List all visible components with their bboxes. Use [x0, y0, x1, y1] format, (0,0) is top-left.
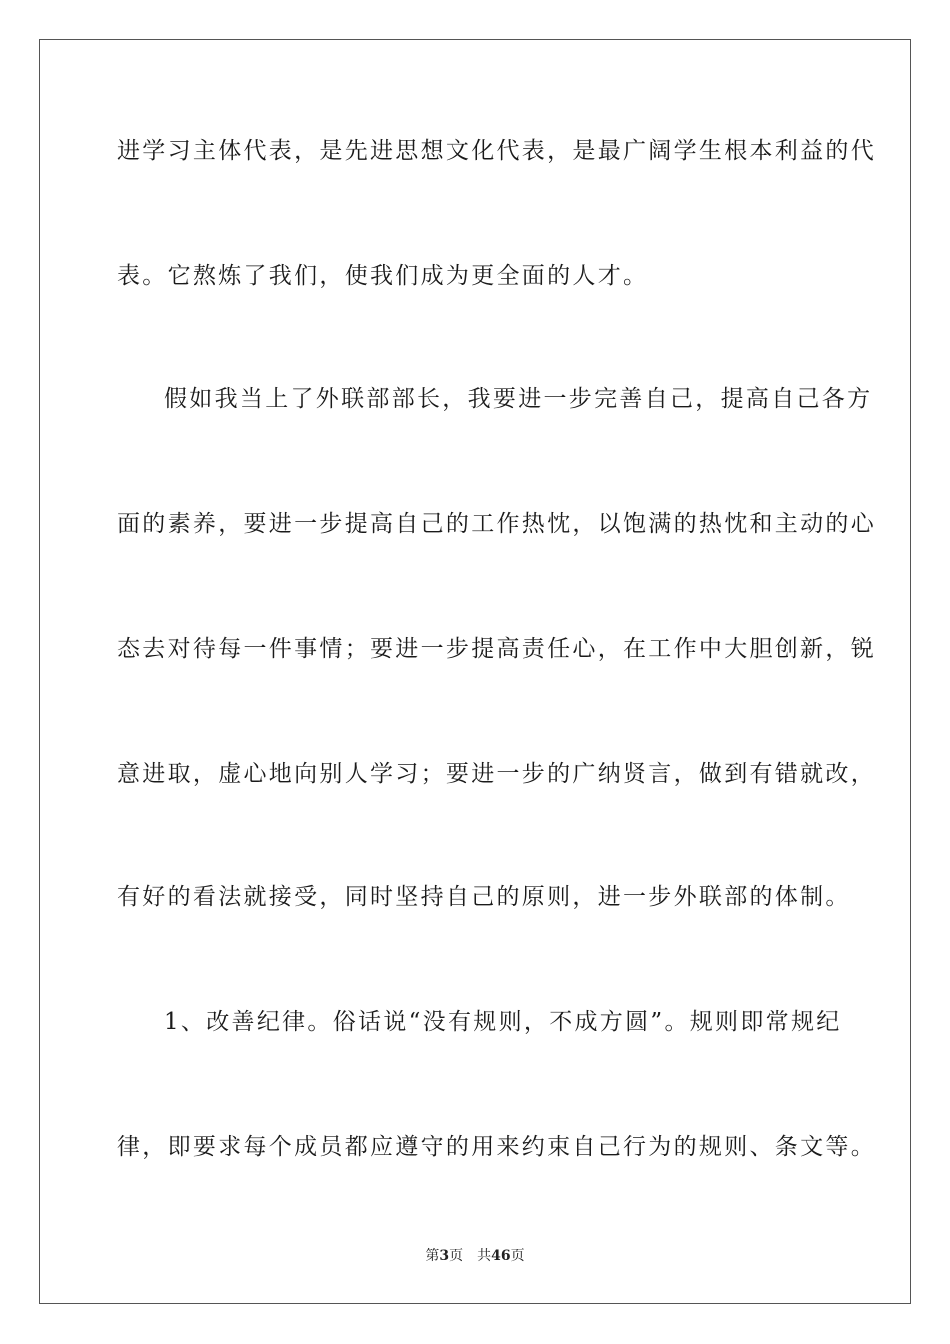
body-line-7: 有好的看法就接受，同时坚持自己的原则，进一步外联部的体制。	[117, 884, 851, 910]
footer-page-number: 3	[439, 1248, 450, 1264]
footer-page-suffix: 页	[449, 1248, 464, 1264]
body-line-3: 假如我当上了外联部部长，我要进一步完善自己，提高自己各方	[164, 386, 873, 412]
body-line-9: 律，即要求每个成员都应遵守的用来约束自己行为的规则、条文等。	[117, 1134, 876, 1160]
body-line-1: 进学习主体代表，是先进思想文化代表，是最广阔学生根本利益的代	[117, 138, 876, 164]
body-line-6: 意进取，虚心地向别人学习；要进一步的广纳贤言，做到有错就改，	[117, 761, 876, 787]
footer-total-pages: 46	[491, 1248, 511, 1264]
footer-total-prefix: 共	[477, 1248, 492, 1264]
body-line-2: 表。它熬炼了我们，使我们成为更全面的人才。	[117, 263, 649, 289]
footer-total-suffix: 页	[510, 1248, 525, 1264]
page-border	[39, 39, 911, 1304]
footer-page-prefix: 第	[425, 1248, 440, 1264]
page-footer	[0, 1247, 950, 1265]
body-line-5: 态去对待每一件事情；要进一步提高责任心，在工作中大胆创新，锐	[117, 636, 876, 662]
body-line-8: 1、改善纪律。俗话说“没有规则，不成方圆”。规则即常规纪	[164, 1009, 842, 1035]
body-line-4: 面的素养，要进一步提高自己的工作热忱，以饱满的热忱和主动的心	[117, 511, 876, 537]
